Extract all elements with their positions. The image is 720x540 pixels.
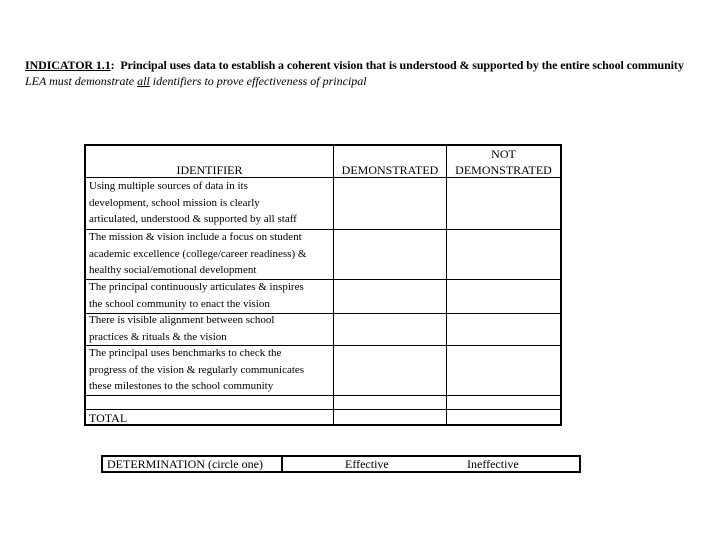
subtitle-emphasis: all (137, 74, 150, 88)
subtitle-after: identifiers to prove effectiveness of principal (149, 74, 367, 88)
determination-label: DETERMINATION (circle one) (103, 457, 283, 471)
option-ineffective[interactable]: Ineffective (467, 457, 519, 471)
header-identifier: IDENTIFIER (176, 163, 243, 177)
subtitle-before: LEA must demonstrate (25, 74, 138, 88)
header-demonstrated: DEMONSTRATED (341, 163, 439, 177)
table-row (89, 312, 274, 345)
table-row (89, 279, 304, 312)
row-5-line-2: progress of the vision & regularly communicates (89, 363, 305, 376)
row-4-line-2: practices & rituals & the vision (89, 330, 227, 343)
indicator-subtitle (25, 74, 367, 89)
column-divider-2 (446, 146, 447, 424)
table-row (89, 229, 306, 279)
rubric-table (84, 144, 562, 426)
row-5-line-1: The principal uses benchmarks to check the (89, 347, 282, 359)
row-4-line-1: There is visible alignment between school (89, 314, 275, 326)
row-1-line-3: articulated, understood & supported by all staff (89, 213, 297, 225)
row-divider-6 (86, 409, 560, 410)
indicator-separator: : (110, 58, 115, 72)
row-1-line-2: development, school mission is clearly (89, 196, 260, 209)
header-not-demonstrated (447, 146, 560, 178)
row-divider-5 (86, 395, 560, 396)
column-divider-1 (333, 146, 334, 424)
row-3-line-1: The principal continuously articulates & inspires (89, 281, 304, 293)
indicator-label: INDICATOR 1.1 (25, 58, 111, 72)
determination-bar (101, 455, 581, 473)
row-2-line-2: academic excellence (college/career readiness) & (89, 247, 307, 260)
row-2-line-1: The mission & vision include a focus on student (89, 231, 302, 243)
row-1-line-1: Using multiple sources of data in its (89, 180, 248, 192)
indicator-text: Principal uses data to establish a coherent vision that is understood & supported by the entire school community (120, 58, 684, 72)
row-5-line-3: these milestones to the school community (89, 380, 274, 392)
total-label: TOTAL (89, 411, 128, 425)
row-3-line-2: the school community to enact the vision (89, 297, 270, 310)
row-2-line-3: healthy social/emotional development (89, 264, 257, 276)
indicator-title (25, 58, 684, 73)
header-not-line1: NOT (491, 147, 516, 161)
header-not-line2: DEMONSTRATED (455, 163, 552, 177)
table-row (89, 178, 297, 228)
table-row (89, 345, 304, 395)
option-effective[interactable]: Effective (345, 457, 389, 471)
